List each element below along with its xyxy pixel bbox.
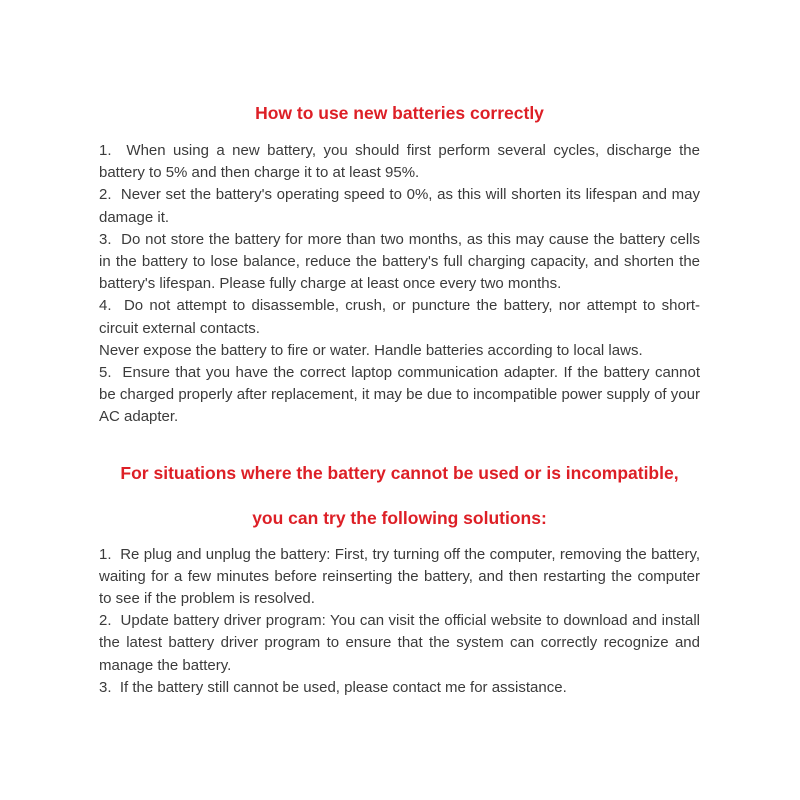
instruction-item-2: 2. Never set the battery's operating speed to 0%, as this will shorten its lifespan and may damage it. xyxy=(99,186,700,226)
instruction-item-1: 1. When using a new battery, you should first perform several cycles, discharge the battery to 5% and then charge it to at least 95%. xyxy=(99,142,700,182)
section2-body xyxy=(99,544,700,699)
instruction-item-3: 3. Do not store the battery for more than two months, as this may cause the battery cells in the battery to lose balance, reduce the battery's full charging capacity, and shorten the battery's lifespan. Please fully charge at least once every two months. xyxy=(99,230,700,293)
section2-title-line2: you can try the following solutions: xyxy=(252,507,547,528)
document-content xyxy=(99,103,700,699)
solution-item-1: 1. Re plug and unplug the battery: First, try turning off the computer, removing the battery, waiting for a few minutes before reinserting the battery, and then restarting the computer to see if the problem is resolved. xyxy=(99,545,700,608)
instruction-item-4: 4. Do not attempt to disassemble, crush, or puncture the battery, nor attempt to short-circuit external contacts. xyxy=(99,297,700,337)
solution-item-2: 2. Update battery driver program: You can visit the official website to download and install the latest battery driver program to ensure that the system can correctly recognize and manage the battery. xyxy=(99,612,700,674)
section1-body xyxy=(99,140,700,429)
section1-title: How to use new batteries correctly xyxy=(255,103,544,123)
solution-item-3: 3. If the battery still cannot be used, please contact me for assistance. xyxy=(99,678,567,696)
instruction-note: Never expose the battery to fire or water. Handle batteries according to local laws. xyxy=(99,341,643,359)
instruction-item-5: 5. Ensure that you have the correct laptop communication adapter. If the battery cannot be charged properly after replacement, it may be due to incompatible power supply of your AC adapter. xyxy=(99,364,700,426)
section2-title-line1: For situations where the battery cannot be used or is incompatible, xyxy=(120,462,679,483)
